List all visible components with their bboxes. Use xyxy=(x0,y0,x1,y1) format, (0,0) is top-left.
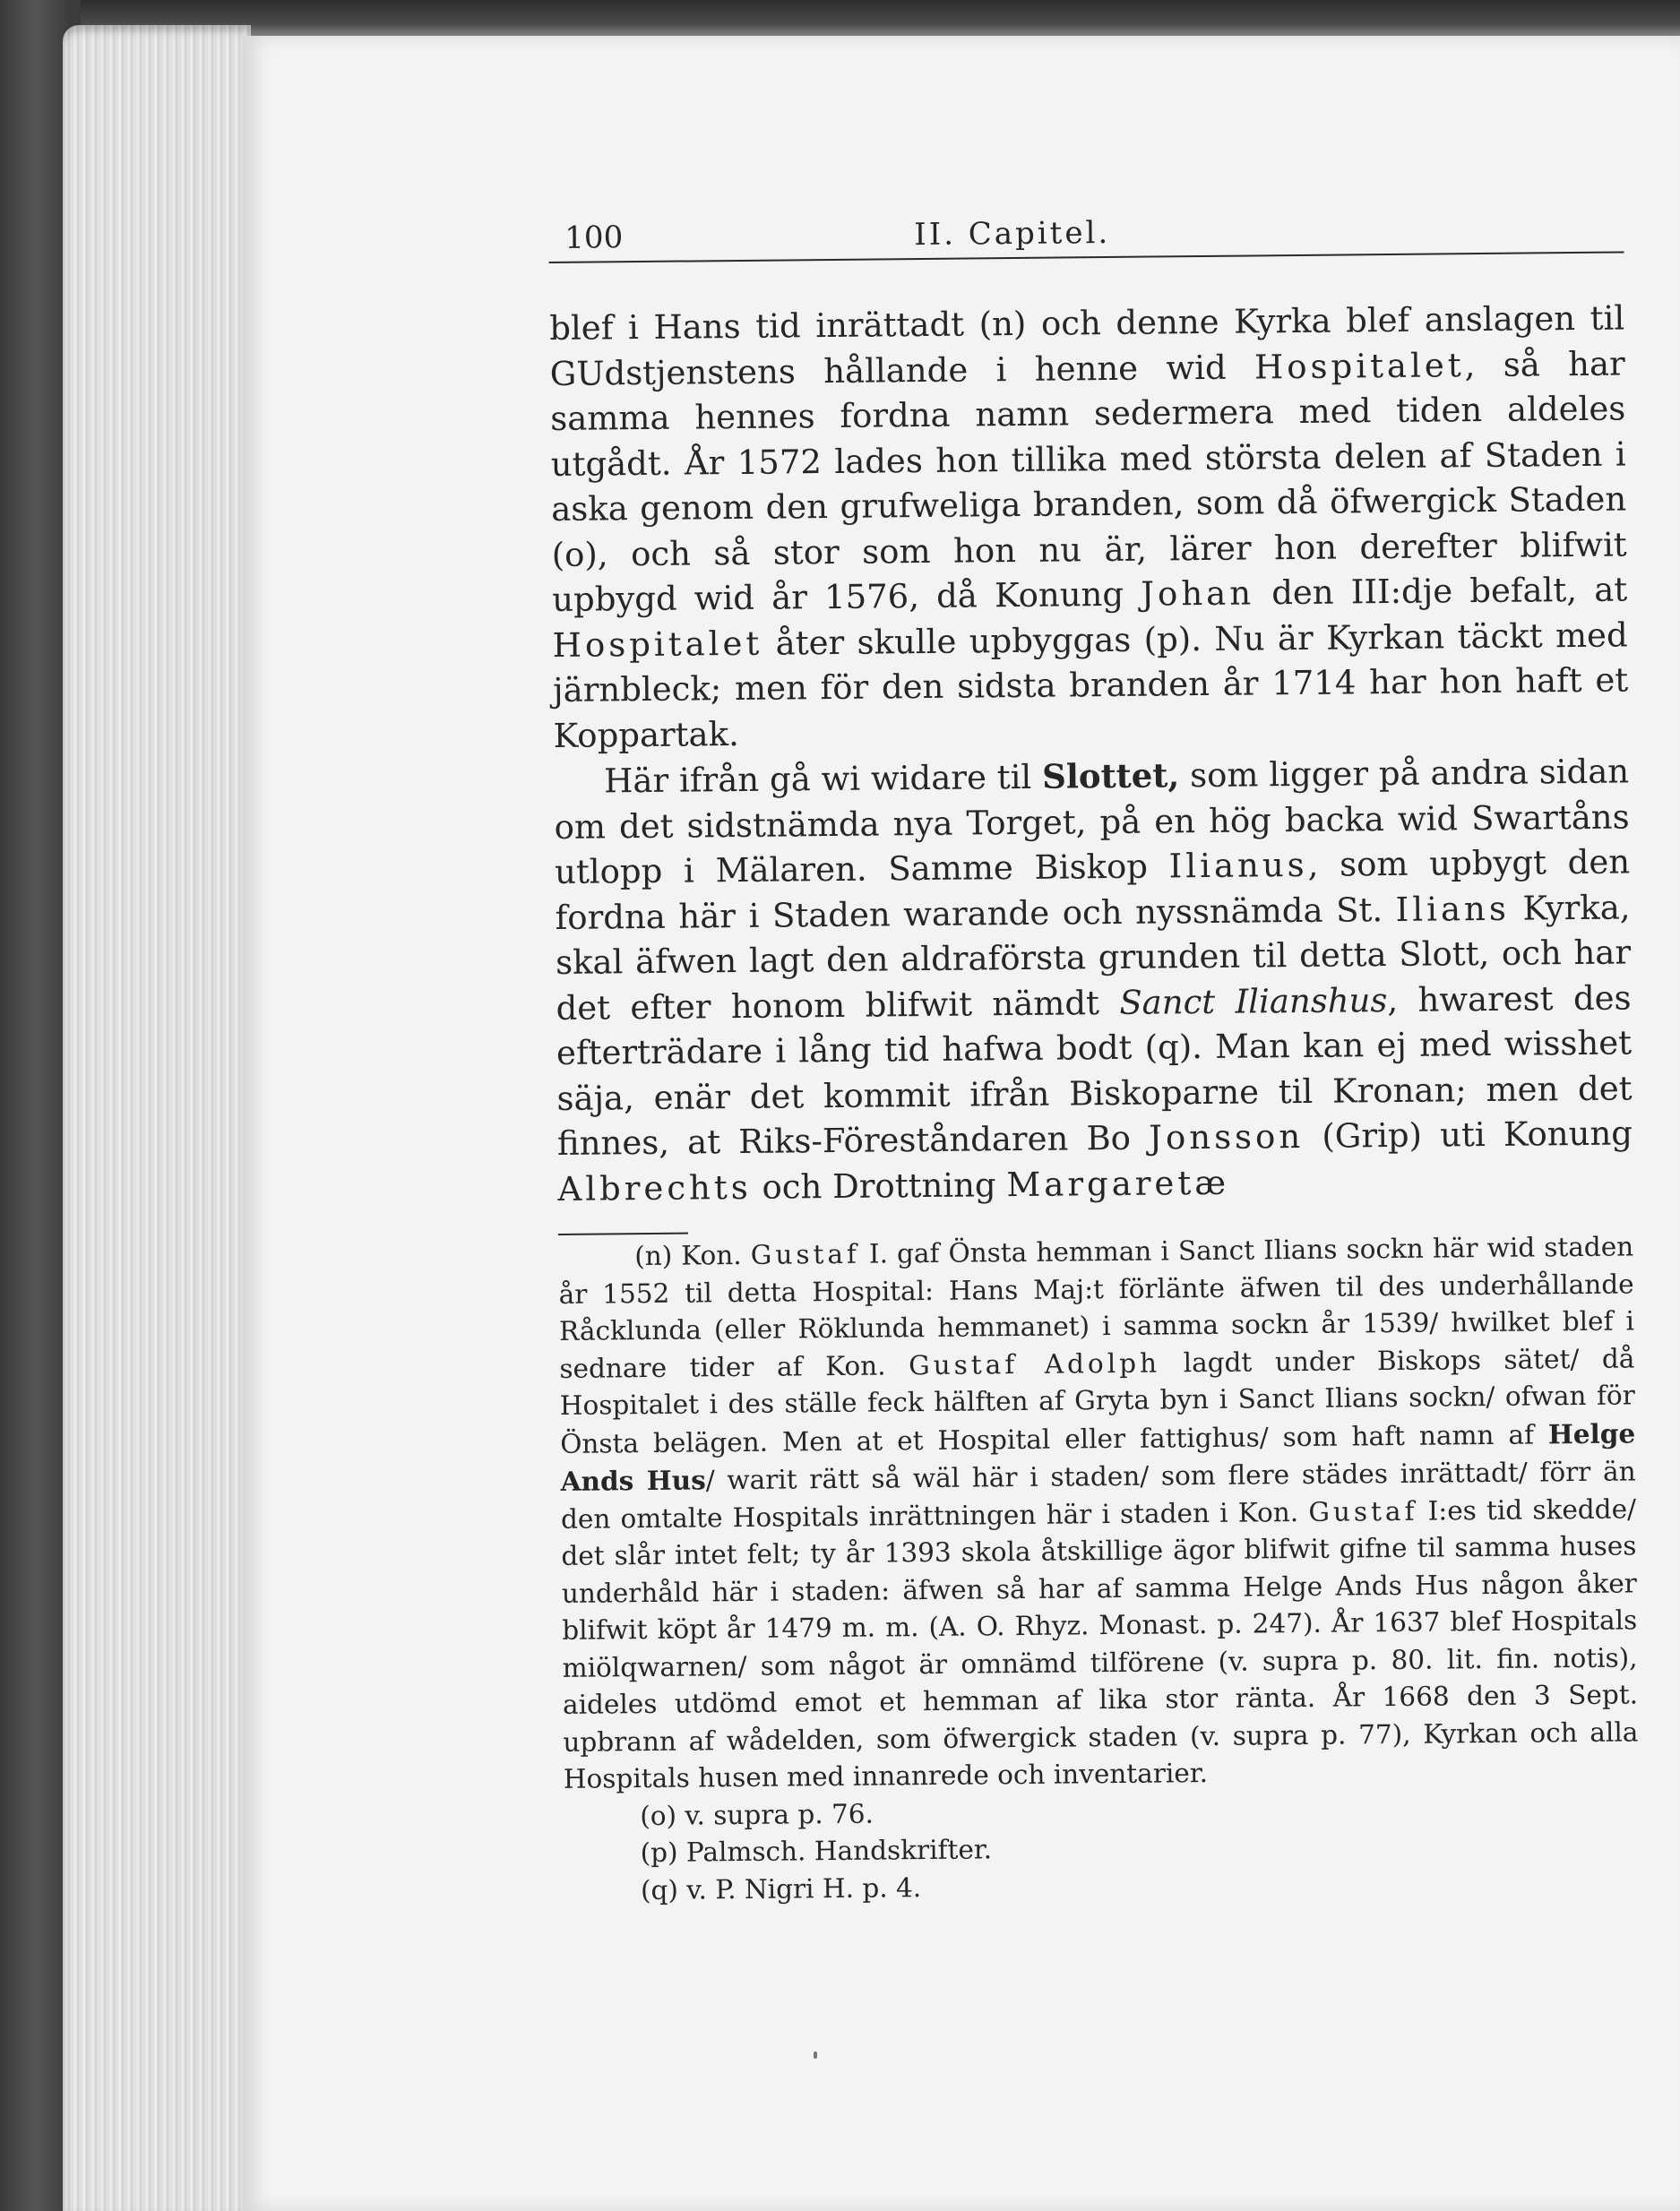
text-run: och Drottning xyxy=(751,1165,1007,1207)
footnote-divider xyxy=(558,1233,688,1235)
spaced-name: Ilians xyxy=(1395,889,1511,929)
body-text xyxy=(549,296,1633,1211)
page-number: 100 xyxy=(564,219,624,256)
spaced-term: Hospitalet xyxy=(1254,345,1465,386)
footnote-q: (q) v. P. Nigri H. p. 4. xyxy=(640,1871,922,1906)
spaced-name: Ilianus xyxy=(1168,845,1308,886)
text-run: I. gaf Önsta hemman i Sanct Ilians sockn här wid staden år 1552 til detta Hospital: Hans Maj:t förlänte äfwen til des underhållande Råcklunda (eller Röklunda hemmanet) i samma sockn år 1539/ hwilket blef i sednare tider af Kon. xyxy=(558,1231,1635,1384)
spaced-name: Gustaf xyxy=(750,1238,861,1270)
footnote-p: (p) Palmsch. Handskrifter. xyxy=(640,1834,993,1869)
page-stack-edges xyxy=(63,25,251,2211)
spaced-name: Albrechts xyxy=(557,1167,752,1209)
ink-speck xyxy=(814,2052,817,2059)
text-run: som ligger på andra sidan om det sidstnämda nya Torget, på en hög backa wid Swartåns utlopp i Mälaren. Samme Biskop xyxy=(554,752,1630,891)
spaced-name: Gustaf xyxy=(1308,1495,1418,1527)
text-run: , som upbygt den fordna här i Staden warande och nyssnämda St. xyxy=(555,842,1631,937)
footnote-o: (o) v. supra p. 76. xyxy=(640,1798,874,1831)
text-run: lagdt under Biskops sätet/ då Hospitalet i des ställe feck hälften af Gryta byn i Sanct Ilians sockn/ ofwan för Önsta belägen. Men at et Hospital eller fattighus/ som haft namn af xyxy=(559,1342,1635,1459)
spaced-name: Jonsson xyxy=(1148,1116,1305,1157)
text-run: (Grip) uti Konung xyxy=(1303,1114,1633,1156)
paragraph-2 xyxy=(554,748,1633,1211)
paragraph-1 xyxy=(549,296,1629,758)
spaced-term: Hospitalet xyxy=(552,624,763,665)
spaced-name: Johan xyxy=(1141,573,1255,614)
footnote-n xyxy=(558,1228,1639,1798)
book-top-edge xyxy=(81,0,1680,39)
bold-term: Slottet, xyxy=(1041,755,1180,796)
spaced-name: Gustaf Adolph xyxy=(908,1347,1161,1381)
text-run: , hwarest des efterträdare i lång tid hafwa bodt (q). Man kan ej med wisshet säja, enär det kommit ifrån Biskoparne til Kronan; men det finnes, at Riks-Föreståndaren Bo xyxy=(556,977,1633,1163)
text-run: , så har samma hennes fordna namn sedermera med tiden aldeles utgådt. År 1572 lades hon tillika med största delen af Staden i aska genom den grufweliga branden, som då öfwergick Staden (o), och så stor som hon nu är, lärer hon derefter blifwit upbygd wid år 1576, då Konung xyxy=(550,343,1627,619)
text-run: blef i Hans tid inrättadt (n) och denne Kyrka blef anslagen til GUdstjenstens hållande i henne wid xyxy=(549,298,1625,393)
running-header xyxy=(548,197,1624,263)
text-run: I:es tid skedde/ det slår intet felt; ty år 1393 skola åtskillige ägor blifwit gifne til samma huses underhåld här i staden: äfwen så har af samma Helge Ands Hus någon åker blifwit köpt år 1479 m. m. (A. O. Rhyz. Monast. p. 247). År 1637 blef Hospitals miölqwarnen/ som något är omnämd tilförene (v. supra p. 80. lit. fin. notis), aideles utdömd emot et hemman af lika stor ränta. År 1668 den 3 Sept. upbrann af wådelden, som öfwergick staden (v. supra p. 77), Kyrkan och alla Hospitals husen med innanrede och inventarier. xyxy=(561,1493,1639,1794)
text-run: Kyrka, skal äfwen lagt den aldraförsta grunden til detta Slott, och har det efter honom blifwit nämdt xyxy=(555,887,1632,1028)
spaced-name: Margaretæ xyxy=(1006,1163,1230,1204)
chapter-title: II. Capitel. xyxy=(914,214,1111,254)
text-run: åter skulle upbyggas (p). Nu är Kyrkan täckt med järnbleck; men för den sidsta branden år 1714 har hon haft et Koppartak. xyxy=(552,615,1629,755)
text-run: (n) Kon. xyxy=(634,1239,751,1272)
text-run: Här ifrån gå wi widare til xyxy=(603,757,1043,801)
page-content xyxy=(548,197,1640,1909)
text-run: / warit rätt så wäl här i staden/ som flere städes inrättadt/ förr än den omtalte Hospitals inrättningen här i staden i Kon. xyxy=(560,1456,1636,1535)
bold-term: Helge Ands Hus xyxy=(560,1416,1636,1497)
text-run: den III:dje befalt, at xyxy=(1254,570,1628,613)
italic-term: Sanct Ilianshus xyxy=(1119,980,1388,1022)
footnotes xyxy=(558,1228,1640,1909)
